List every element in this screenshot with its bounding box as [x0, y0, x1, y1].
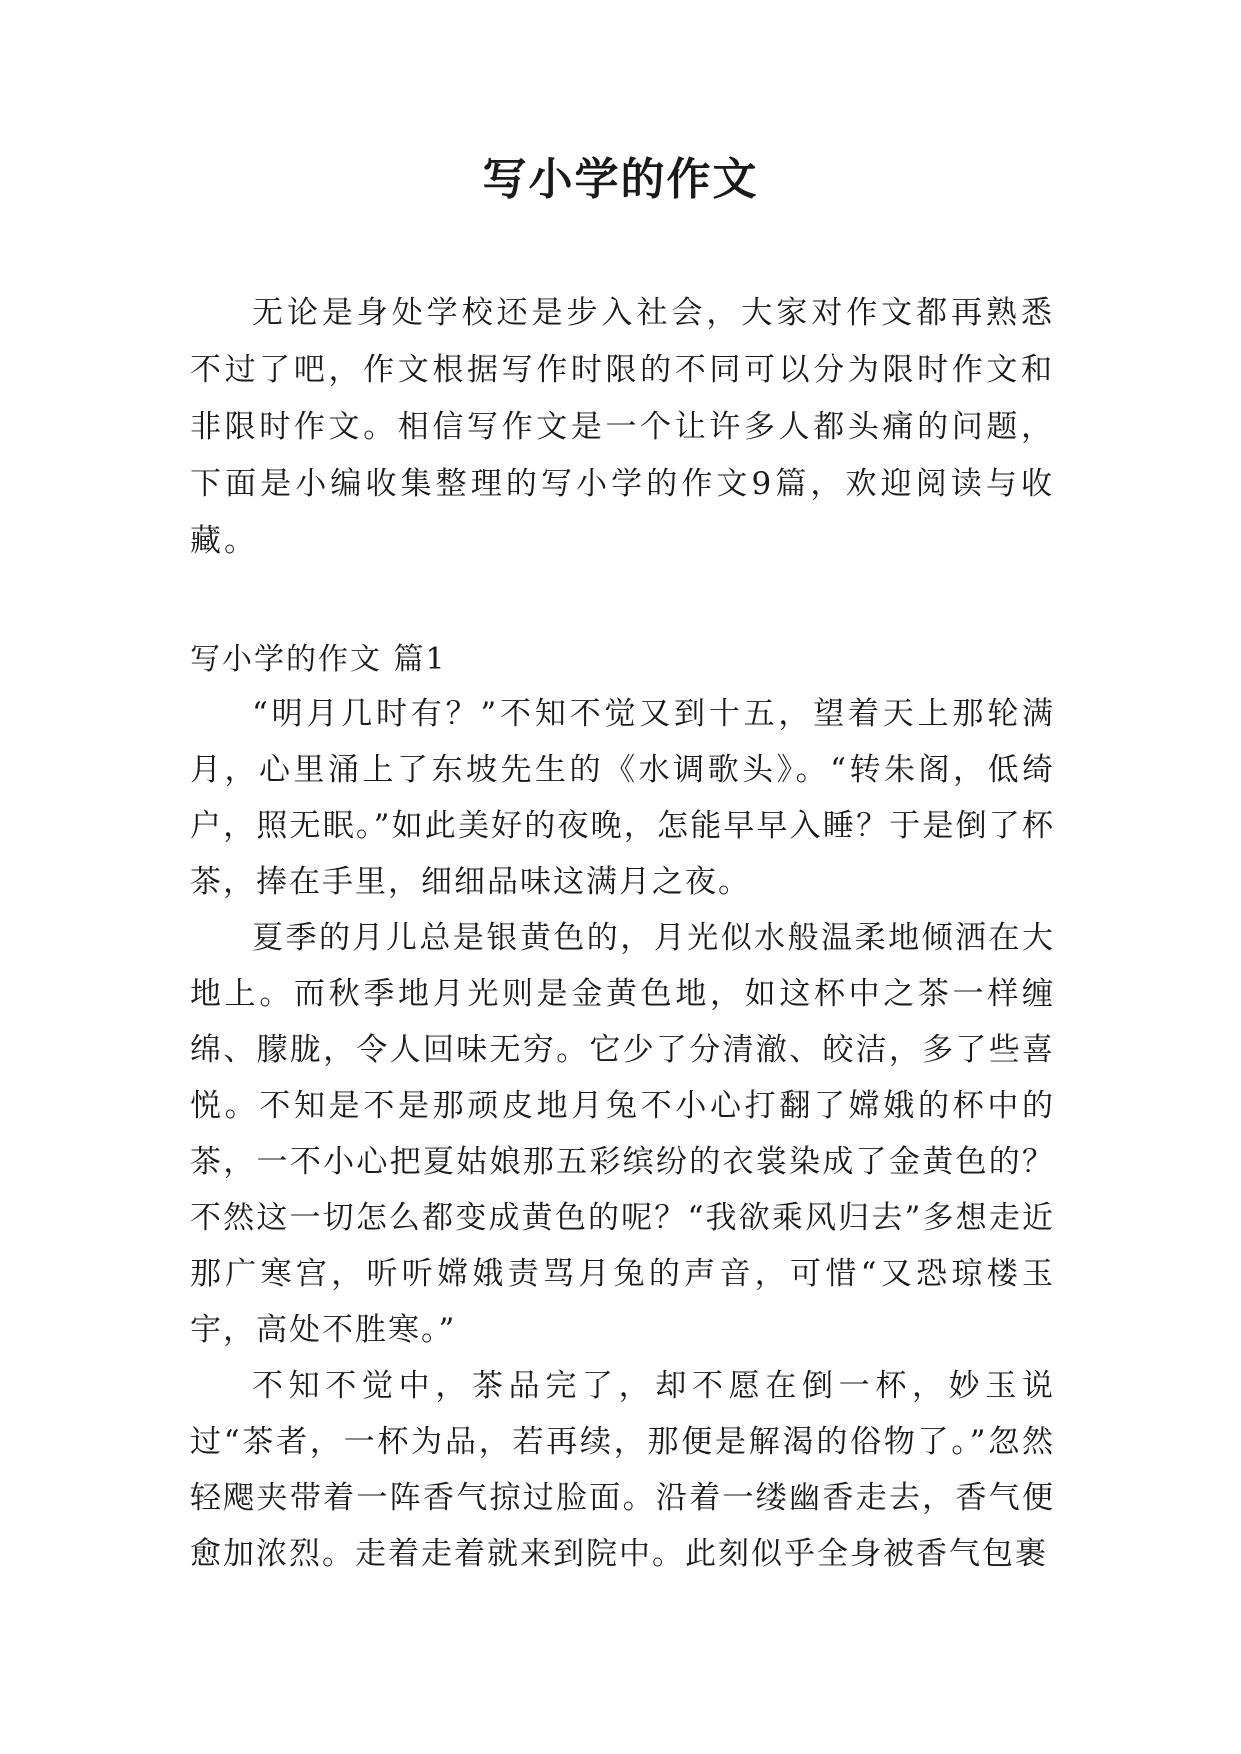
body-paragraph-3: 不知不觉中，茶品完了，却不愿在倒一杯，妙玉说过“茶者，一杯为品，若再续，那便是解渴的俗物了。”忽然轻飔夹带着一阵香气掠过脸面。沿着一缕幽香走去，香气便愈加浓烈。走着走着就来到院中。此刻似乎全身被香气包裹 [190, 1368, 1055, 1572]
document-body [190, 285, 1055, 1582]
document-title: 写小学的作文 [482, 154, 759, 205]
intro-paragraph: 无论是身处学校还是步入社会，大家对作文都再熟悉不过了吧，作文根据写作时限的不同可以分为限时作文和非限时作文。相信写作文是一个让许多人都头痛的问题，下面是小编收集整理的写小学的作文9篇，欢迎阅读与收藏。 [190, 295, 1055, 559]
section-heading: 写小学的作文 篇1 [190, 642, 447, 677]
body-paragraph-2: 夏季的月儿总是银黄色的，月光似水般温柔地倾洒在大地上。而秋季地月光则是金黄色地，如这杯中之茶一样缠绵、朦胧，令人回味无穷。它少了分清澈、皎洁，多了些喜悦。不知是不是那顽皮地月兔不小心打翻了嫦娥的杯中的茶，一不小心把夏姑娘那五彩缤纷的衣裳染成了金黄色的？不然这一切怎么都变成黄色的呢？“我欲乘风归去”多想走近那广寒宫，听听嫦娥责骂月兔的声音，可惜“又恐琼楼玉宇，高处不胜寒。” [190, 920, 1055, 1348]
body-paragraph-1: “明月几时有？”不知不觉又到十五，望着天上那轮满月，心里涌上了东坡先生的《水调歌头》。“转朱阁，低绮户，照无眠。”如此美好的夜晚，怎能早早入睡？于是倒了杯茶，捧在手里，细细品味这满月之夜。 [190, 696, 1055, 900]
